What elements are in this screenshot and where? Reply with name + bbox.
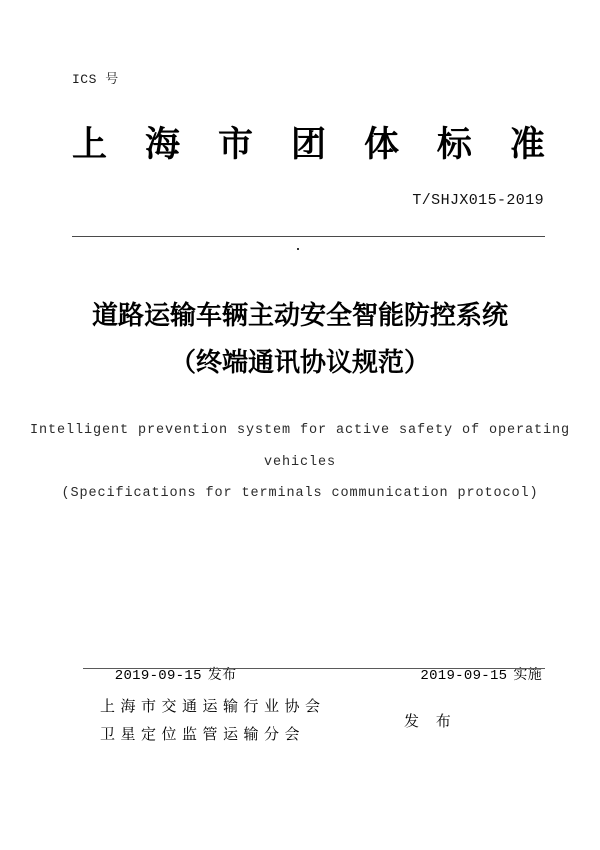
heading-char-2: 海 bbox=[144, 125, 180, 165]
standard-number: T/SHJX015-2019 bbox=[412, 192, 544, 209]
standard-heading bbox=[72, 122, 545, 168]
heading-char-5: 体 bbox=[363, 125, 399, 165]
document-title-english-line2: vehicles bbox=[263, 455, 336, 470]
footer-divider bbox=[83, 668, 545, 669]
document-subtitle-chinese: （终端通讯协议规范） bbox=[169, 348, 430, 378]
issuing-organization bbox=[100, 692, 326, 748]
heading-char-6: 标 bbox=[436, 125, 472, 165]
implementation-date: 2019-09-15 bbox=[420, 668, 508, 684]
ics-designation: ICS 号 bbox=[72, 72, 119, 87]
heading-char-4: 团 bbox=[290, 125, 326, 165]
implementation-date-group bbox=[404, 648, 542, 700]
release-date: 2019-09-15 bbox=[114, 668, 202, 684]
header-divider bbox=[72, 236, 545, 237]
document-title-english-line1: Intelligent prevention system for active safety of operating bbox=[29, 423, 571, 438]
heading-char-7: 准 bbox=[509, 125, 545, 165]
heading-char-3: 市 bbox=[217, 125, 253, 165]
artifact-dot bbox=[297, 248, 299, 250]
document-title-chinese: 道路运输车辆主动安全智能防控系统 bbox=[91, 301, 508, 331]
issuer-line-2: 卫星定位监管运输分会 bbox=[100, 725, 306, 743]
heading-char-1: 上 bbox=[72, 125, 108, 165]
release-label: 发布 bbox=[207, 667, 237, 683]
publish-label: 发 布 bbox=[404, 712, 457, 730]
implementation-label: 实施 bbox=[513, 667, 542, 683]
document-subtitle-english: (Specifications for terminals communication protocol) bbox=[61, 486, 539, 501]
issuer-line-1: 上海市交通运输行业协会 bbox=[100, 697, 326, 715]
